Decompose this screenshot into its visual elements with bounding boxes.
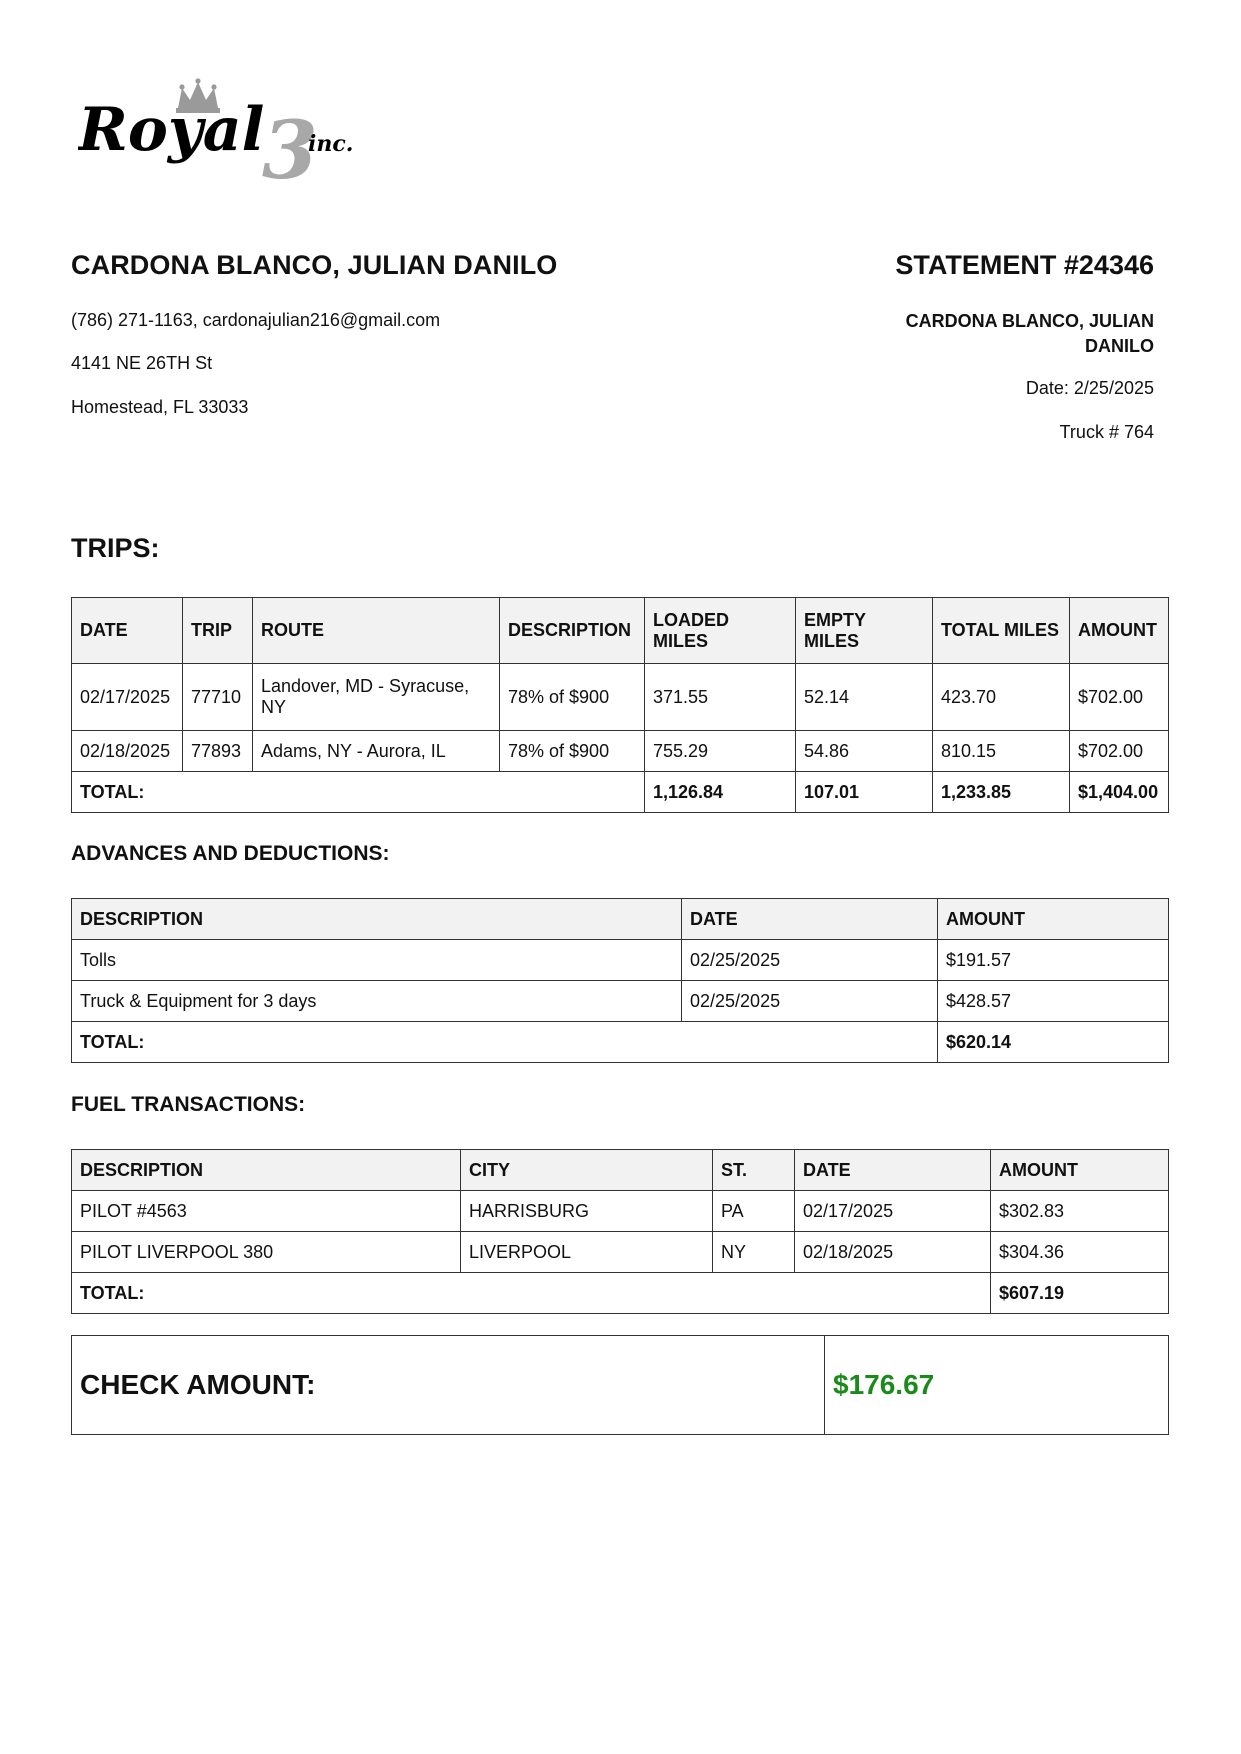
advances-header-row <box>72 899 1169 940</box>
col-date: DATE <box>72 598 183 664</box>
cell: Adams, NY - Aurora, IL <box>253 731 500 772</box>
driver-contact: (786) 271-1163, cardonajulian216@gmail.com <box>71 310 441 330</box>
cell: PILOT #4563 <box>72 1191 461 1232</box>
col-trip: TRIP <box>183 598 253 664</box>
cell: Landover, MD - Syracuse, NY <box>253 664 500 731</box>
col-date: DATE <box>682 899 938 940</box>
cell: NY <box>713 1232 795 1273</box>
advances-table <box>71 898 1169 1063</box>
col-empty-miles: EMPTY MILES <box>796 598 933 664</box>
col-amount: AMOUNT <box>991 1150 1169 1191</box>
table-row <box>72 1191 1169 1232</box>
total-miles: 1,233.85 <box>933 772 1070 813</box>
table-row <box>72 1232 1169 1273</box>
cell: 423.70 <box>933 664 1070 731</box>
cell: $191.57 <box>938 940 1169 981</box>
check-amount-box <box>71 1335 1169 1435</box>
cell: Tolls <box>72 940 682 981</box>
statement-date: Date: 2/25/2025 <box>1025 378 1154 398</box>
cell: 78% of $900 <box>500 664 645 731</box>
cell: PILOT LIVERPOOL 380 <box>72 1232 461 1273</box>
col-amount: AMOUNT <box>1070 598 1169 664</box>
svg-text:inc.: inc. <box>308 131 354 157</box>
svg-text:3: 3 <box>262 103 318 190</box>
cell: HARRISBURG <box>461 1191 713 1232</box>
cell: 755.29 <box>645 731 796 772</box>
col-amount: AMOUNT <box>938 899 1169 940</box>
total-amount: $607.19 <box>991 1273 1169 1314</box>
cell: $702.00 <box>1070 664 1169 731</box>
col-description: DESCRIPTION <box>72 1150 461 1191</box>
advances-total-row <box>72 1022 1169 1063</box>
cell: 02/17/2025 <box>795 1191 991 1232</box>
cell: LIVERPOOL <box>461 1232 713 1273</box>
trips-heading: TRIPS: <box>71 533 160 563</box>
cell: 77710 <box>183 664 253 731</box>
total-amount: $1,404.00 <box>1070 772 1169 813</box>
total-label: TOTAL: <box>72 1022 938 1063</box>
col-route: ROUTE <box>253 598 500 664</box>
driver-address-line1: 4141 NE 26TH St <box>71 353 213 373</box>
statement-driver-name: CARDONA BLANCO, JULIAN DANILO <box>905 311 1154 356</box>
total-label: TOTAL: <box>72 772 645 813</box>
driver-address-line2: Homestead, FL 33033 <box>71 397 249 417</box>
table-row <box>72 664 1169 731</box>
fuel-heading: FUEL TRANSACTIONS: <box>71 1093 306 1116</box>
col-state: ST. <box>713 1150 795 1191</box>
statement-title: STATEMENT #24346 <box>895 250 1154 280</box>
col-loaded-miles: LOADED MILES <box>645 598 796 664</box>
cell: Truck & Equipment for 3 days <box>72 981 682 1022</box>
table-row <box>72 731 1169 772</box>
total-empty-miles: 107.01 <box>796 772 933 813</box>
fuel-table <box>71 1149 1169 1314</box>
fuel-header-row <box>72 1150 1169 1191</box>
table-row <box>72 981 1169 1022</box>
col-description: DESCRIPTION <box>500 598 645 664</box>
advances-heading: ADVANCES AND DEDUCTIONS: <box>71 842 390 865</box>
cell: 810.15 <box>933 731 1070 772</box>
cell: 02/18/2025 <box>72 731 183 772</box>
cell: PA <box>713 1191 795 1232</box>
total-label: TOTAL: <box>72 1273 991 1314</box>
driver-name: CARDONA BLANCO, JULIAN DANILO <box>71 250 558 280</box>
total-loaded-miles: 1,126.84 <box>645 772 796 813</box>
cell: 77893 <box>183 731 253 772</box>
cell: $702.00 <box>1070 731 1169 772</box>
cell: 02/25/2025 <box>682 940 938 981</box>
check-amount-label: CHECK AMOUNT: <box>72 1336 825 1435</box>
fuel-total-row <box>72 1273 1169 1314</box>
col-city: CITY <box>461 1150 713 1191</box>
trips-header-row <box>72 598 1169 664</box>
trips-total-row <box>72 772 1169 813</box>
cell: 52.14 <box>796 664 933 731</box>
cell: $428.57 <box>938 981 1169 1022</box>
col-total-miles: TOTAL MILES <box>933 598 1070 664</box>
cell: $302.83 <box>991 1191 1169 1232</box>
svg-text:Royal: Royal <box>78 95 265 165</box>
col-description: DESCRIPTION <box>72 899 682 940</box>
table-row <box>72 940 1169 981</box>
cell: 02/18/2025 <box>795 1232 991 1273</box>
cell: 02/17/2025 <box>72 664 183 731</box>
col-date: DATE <box>795 1150 991 1191</box>
royal3-logo <box>78 78 388 190</box>
cell: 54.86 <box>796 731 933 772</box>
cell: 02/25/2025 <box>682 981 938 1022</box>
trips-table <box>71 597 1169 813</box>
cell: 78% of $900 <box>500 731 645 772</box>
total-amount: $620.14 <box>938 1022 1169 1063</box>
statement-truck: Truck # 764 <box>1059 422 1154 442</box>
cell: $304.36 <box>991 1232 1169 1273</box>
cell: 371.55 <box>645 664 796 731</box>
check-amount-value: $176.67 <box>825 1336 1169 1435</box>
